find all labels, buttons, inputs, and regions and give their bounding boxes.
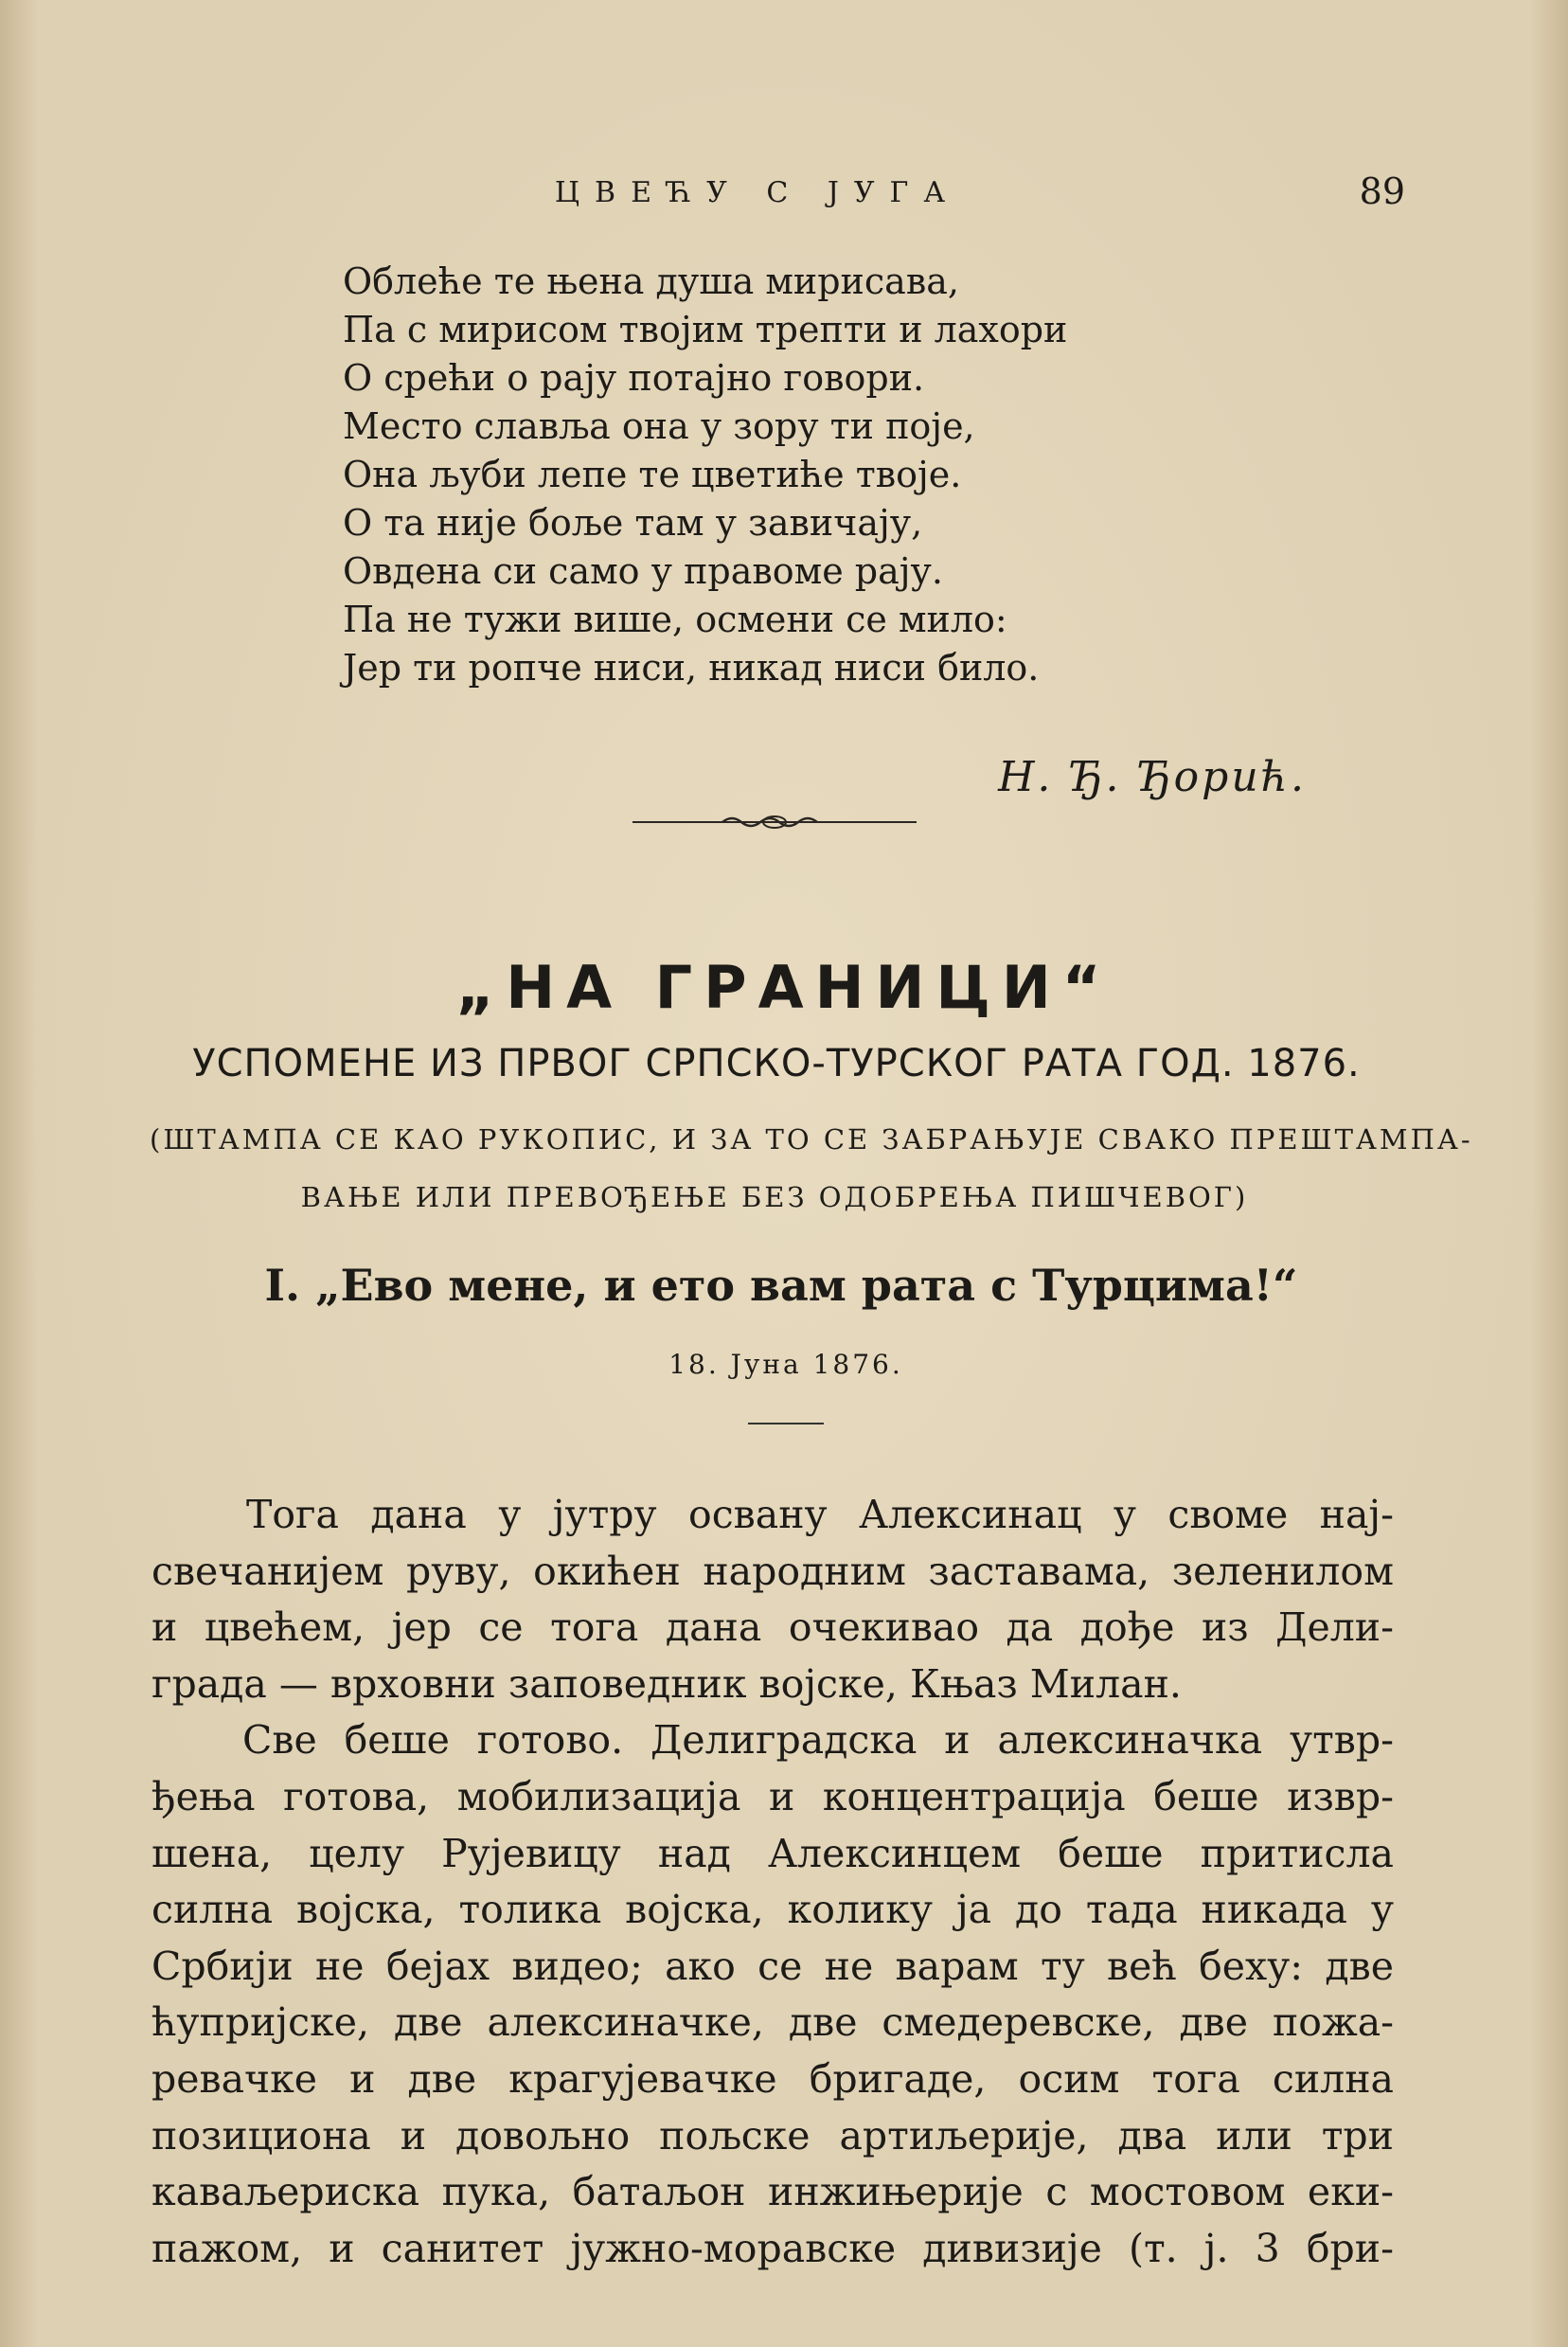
body-line: позициона и довољно пољске артиљерије, два или три (151, 2112, 1394, 2159)
print-note-line: ВАЊЕ ИЛИ ПРЕВОЂЕЊЕ БЕЗ ОДОБРЕЊА ПИШЧЕВОГ) (300, 1181, 1249, 1213)
body-line: Србији не бејах видео; ако се не варам ту већ беху: две (151, 1943, 1394, 1989)
article-body (151, 1487, 1394, 2277)
poem-line: Облеће те њена душа мирисава, (343, 260, 959, 302)
body-line: ревачке и две крагујевачке бригаде, осим тога силна (151, 2055, 1394, 2102)
poem-line: Јер ти ропче ниси, никад ниси било. (343, 647, 1040, 689)
poem-line: Она љуби лепе те цветиће твоје. (343, 454, 962, 495)
poem-line: Овдена си само у правоме рају. (343, 550, 943, 592)
poem-line: Па не тужи више, осмени се мило: (343, 599, 1007, 640)
poem-signature: Н. Ђ. Ђорић. (998, 753, 1307, 801)
poem-line: Па с мирисом твојим трепти и лахори (343, 309, 1068, 350)
body-line: ћупријске, две алексиначке, две смедеревске, две пожа- (151, 1999, 1394, 2046)
poem-line: О та није боље там у завичају, (343, 502, 923, 544)
body-line: свечанијем руву, окићен народним заставама, зеленилом (151, 1548, 1394, 1594)
chapter-title: I. „Ево мене, и ето вам рата с Турцима!“ (264, 1260, 1298, 1311)
poem (343, 258, 1195, 692)
body-line: силна војска, толика војска, колику ја до тада никада у (151, 1887, 1394, 1933)
body-line: каваљериска пука, батаљон инжињерије с мостовом еки- (151, 2169, 1394, 2215)
poem-line: О срећи о рају потајно говори. (343, 357, 925, 399)
body-line: и цвећем, јер се тога дана очекивао да дође из Дели- (151, 1604, 1394, 1651)
article-title: „НА ГРАНИЦИ“ (455, 953, 1113, 1022)
chapter-date: 18. Јуна 1876. (668, 1349, 903, 1380)
print-note-line: (ШТАМПА СЕ КАО РУКОПИС, И ЗА ТО СЕ ЗАБРАЊУЈЕ СВАКО ПРЕШТАМПА- (150, 1123, 1473, 1156)
body-line: ђења готова, мобилизација и концентрација беше извр- (151, 1773, 1394, 1819)
body-line: града — врховни заповедник војске, Књаз Милан. (151, 1660, 1182, 1707)
running-title: ЦВЕЋУ С ЈУГА (554, 176, 961, 209)
ornament-divider (633, 813, 917, 832)
article-subtitle: УСПОМЕНЕ ИЗ ПРВОГ СРПСКО-ТУРСКОГ РАТА ГОД. 1876. (192, 1042, 1361, 1085)
body-line: пажом, и санитет јужно-моравске дивизије (т. ј. 3 бри- (151, 2225, 1394, 2271)
body-line: шена, целу Рујевицу над Алексинцем беше притисла (151, 1830, 1394, 1876)
poem-line: Место славља она у зору ти поје, (343, 405, 975, 447)
page-number: 89 (1359, 170, 1405, 212)
divider-rule (748, 1423, 824, 1424)
body-line: Све беше готово. Делиградска и алексиначка утвр- (242, 1717, 1394, 1764)
body-line: Тога дана у јутру освану Алексинац у своме нај- (246, 1492, 1394, 1537)
